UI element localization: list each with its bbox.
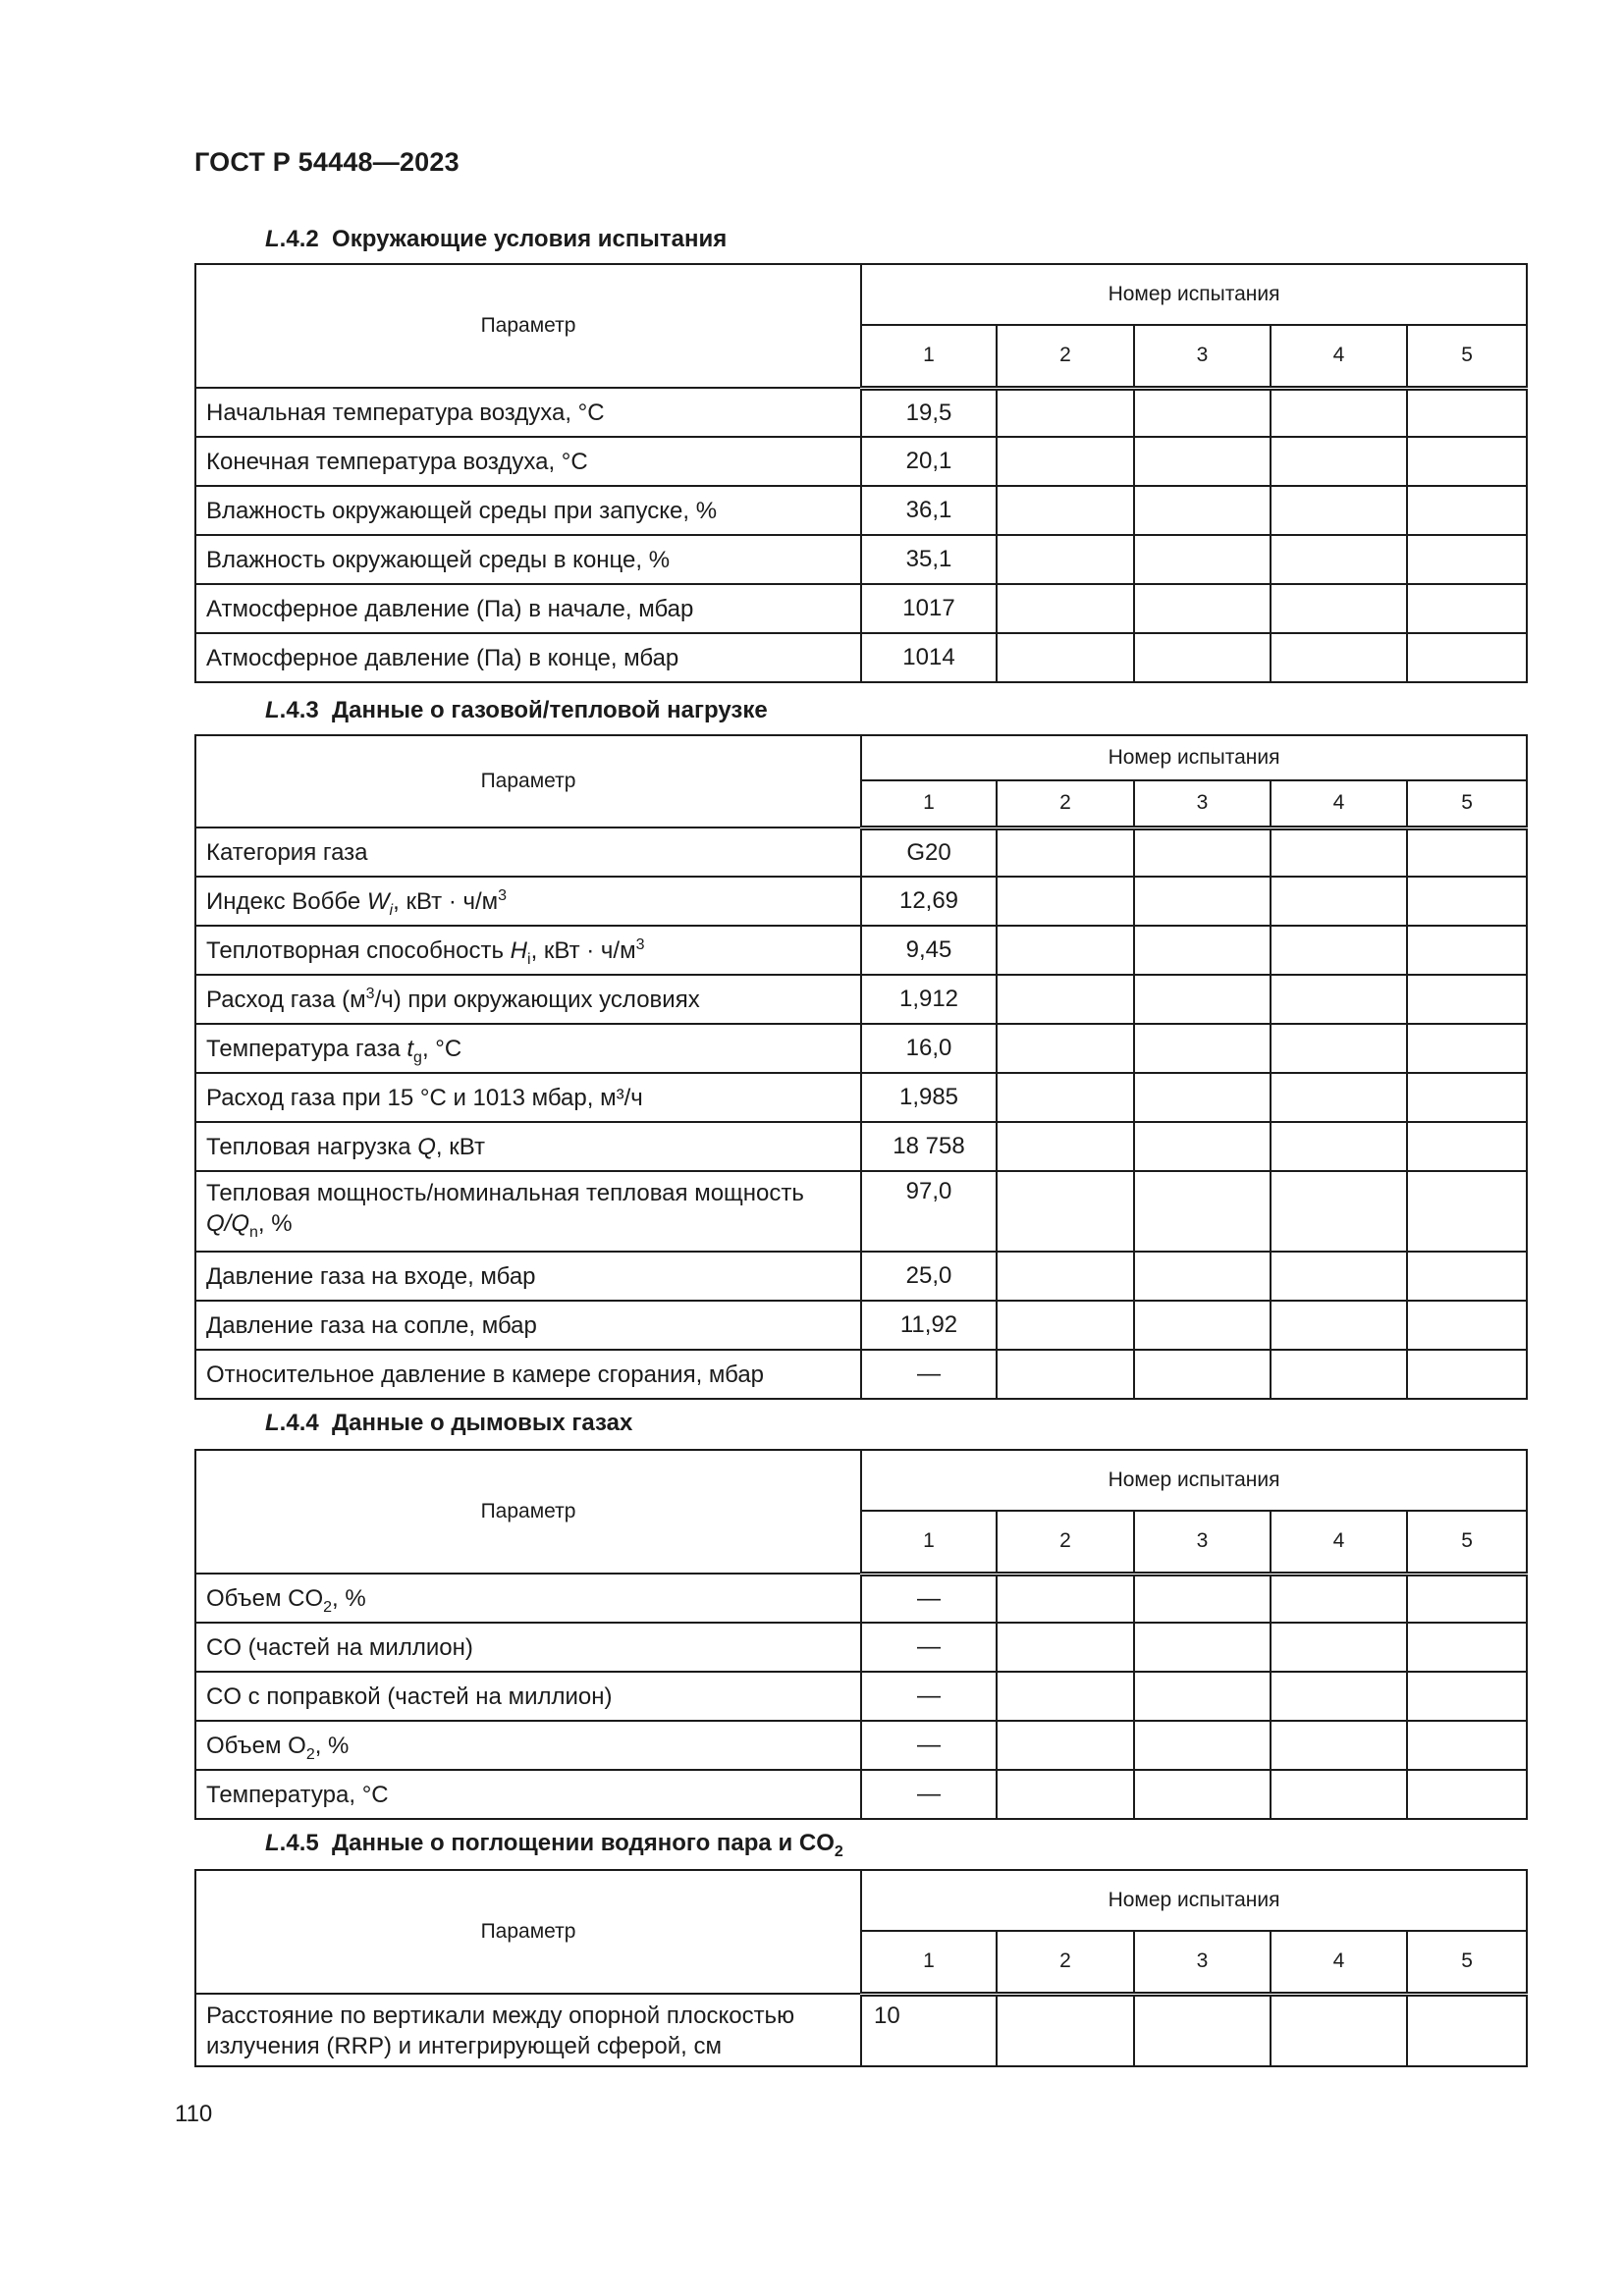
- table-row: [195, 486, 1527, 535]
- test-1-value: —: [861, 1672, 997, 1721]
- table-row: [195, 633, 1527, 682]
- param-label: Объем $O_2$, %: [195, 1721, 861, 1770]
- page-number: 110: [175, 2101, 213, 2127]
- test-1-value: 18 758: [861, 1122, 997, 1171]
- column-header-test-5: 5: [1407, 1931, 1527, 1994]
- test-1-value: 10: [861, 1994, 997, 2066]
- test-1-value: 9,45: [861, 926, 997, 975]
- column-header-test-4: 4: [1271, 325, 1407, 388]
- test-1-value: 1017: [861, 584, 997, 633]
- column-header-param: Параметр: [195, 1450, 861, 1574]
- param-label: CO с поправкой (частей на миллион): [195, 1672, 861, 1721]
- param-label: Атмосферное давление (Па) в начале, мбар: [195, 584, 861, 633]
- table-row: [195, 388, 1527, 437]
- test-1-value: 19,5: [861, 388, 997, 437]
- table-row: [195, 1252, 1527, 1301]
- column-header-test-2: 2: [997, 325, 1134, 388]
- test-1-value: G20: [861, 828, 997, 877]
- section-title-l44: L.4.4 Данные о дымовых газах: [265, 1410, 633, 1436]
- table-row: [195, 1574, 1527, 1623]
- table-row: [195, 1721, 1527, 1770]
- column-header-test-5: 5: [1407, 1511, 1527, 1574]
- table-vapour-co2-absorption: [194, 1869, 1528, 2067]
- table-row: [195, 975, 1527, 1024]
- column-header-test-number: Номер испытания: [861, 264, 1527, 325]
- param-label: Расход газа при 15 °C и 1013 мбар, м³/ч: [195, 1073, 861, 1122]
- param-label: Начальная температура воздуха, °C: [195, 388, 861, 437]
- column-header-test-3: 3: [1134, 780, 1271, 828]
- table-row: [195, 1994, 1527, 2066]
- test-1-value: 20,1: [861, 437, 997, 486]
- param-label: Конечная температура воздуха, °C: [195, 437, 861, 486]
- column-header-test-4: 4: [1271, 1511, 1407, 1574]
- column-header-param: Параметр: [195, 1870, 861, 1994]
- column-header-test-4: 4: [1271, 1931, 1407, 1994]
- column-header-test-number: Номер испытания: [861, 1450, 1527, 1511]
- table-flue-gases: [194, 1449, 1528, 1820]
- column-header-test-number: Номер испытания: [861, 1870, 1527, 1931]
- param-label: Влажность окружающей среды в конце, %: [195, 535, 861, 584]
- param-label: CO (частей на миллион): [195, 1623, 861, 1672]
- table-row: [195, 1672, 1527, 1721]
- column-header-test-2: 2: [997, 1931, 1134, 1994]
- test-1-value: 12,69: [861, 877, 997, 926]
- test-1-value: 35,1: [861, 535, 997, 584]
- test-1-value: 97,0: [861, 1171, 997, 1252]
- column-header-test-1: 1: [861, 780, 997, 828]
- column-header-test-1: 1: [861, 1511, 997, 1574]
- test-1-value: 1,912: [861, 975, 997, 1024]
- param-label: Давление газа на входе, мбар: [195, 1252, 861, 1301]
- test-1-value: 11,92: [861, 1301, 997, 1350]
- column-header-test-number: Номер испытания: [861, 735, 1527, 780]
- column-header-test-2: 2: [997, 1511, 1134, 1574]
- column-header-test-3: 3: [1134, 1931, 1271, 1994]
- section-title-l45: L.4.5 Данные о поглощении водяного пара и $CO_2$: [265, 1830, 843, 1860]
- column-header-test-5: 5: [1407, 780, 1527, 828]
- column-header-test-3: 3: [1134, 325, 1271, 388]
- table-row: [195, 1024, 1527, 1073]
- column-header-test-4: 4: [1271, 780, 1407, 828]
- column-header-test-1: 1: [861, 325, 997, 388]
- table-ambient-conditions: [194, 263, 1528, 683]
- table-row: [195, 877, 1527, 926]
- table-row: [195, 535, 1527, 584]
- table-row: [195, 584, 1527, 633]
- table-gas-heat-load: [194, 734, 1528, 1400]
- param-label: Расход газа $(м^3/ч)$ при окружающих условиях: [195, 975, 861, 1024]
- test-1-value: 16,0: [861, 1024, 997, 1073]
- table-row: [195, 1122, 1527, 1171]
- table-row: [195, 1623, 1527, 1672]
- table-row: [195, 926, 1527, 975]
- table-row: [195, 1301, 1527, 1350]
- test-1-value: 1,985: [861, 1073, 997, 1122]
- table-row: [195, 828, 1527, 877]
- param-label: Температура газа $t_g$, °C: [195, 1024, 861, 1073]
- param-label: Расстояние по вертикали между опорной плоскостью излучения (RRP) и интегрирующей сферой, см: [195, 1994, 861, 2066]
- test-1-value: 1014: [861, 633, 997, 682]
- test-1-value: —: [861, 1574, 997, 1623]
- param-label: Индекс Воббе $W_i$, кВт · $ч/м^3$: [195, 877, 861, 926]
- test-1-value: 36,1: [861, 486, 997, 535]
- test-1-value: —: [861, 1721, 997, 1770]
- param-label: Теплотворная способность $H_i$, кВт · $ч/м^3$: [195, 926, 861, 975]
- test-1-value: —: [861, 1770, 997, 1819]
- param-label: Атмосферное давление (Па) в конце, мбар: [195, 633, 861, 682]
- document-header: ГОСТ Р 54448—2023: [194, 147, 460, 177]
- param-label: Давление газа на сопле, мбар: [195, 1301, 861, 1350]
- test-1-value: 25,0: [861, 1252, 997, 1301]
- test-1-value: —: [861, 1623, 997, 1672]
- column-header-param: Параметр: [195, 264, 861, 388]
- table-row: [195, 1770, 1527, 1819]
- param-label: Влажность окружающей среды при запуске, %: [195, 486, 861, 535]
- column-header-param: Параметр: [195, 735, 861, 828]
- column-header-test-2: 2: [997, 780, 1134, 828]
- section-title-l42: L.4.2 Окружающие условия испытания: [265, 226, 728, 252]
- column-header-test-3: 3: [1134, 1511, 1271, 1574]
- table-row: [195, 1073, 1527, 1122]
- table-row: [195, 437, 1527, 486]
- param-label: Тепловая мощность/номинальная тепловая мощность $Q/Q_n$, %: [195, 1171, 861, 1252]
- test-1-value: —: [861, 1350, 997, 1399]
- column-header-test-1: 1: [861, 1931, 997, 1994]
- param-label: Объем $CO_2$, %: [195, 1574, 861, 1623]
- table-row: [195, 1350, 1527, 1399]
- param-label: Относительное давление в камере сгорания, мбар: [195, 1350, 861, 1399]
- column-header-test-5: 5: [1407, 325, 1527, 388]
- param-label: Температура, °C: [195, 1770, 861, 1819]
- param-label: Тепловая нагрузка Q, кВт: [195, 1122, 861, 1171]
- table-row: [195, 1171, 1527, 1252]
- section-title-l43: L.4.3 Данные о газовой/тепловой нагрузке: [265, 697, 768, 723]
- param-label: Категория газа: [195, 828, 861, 877]
